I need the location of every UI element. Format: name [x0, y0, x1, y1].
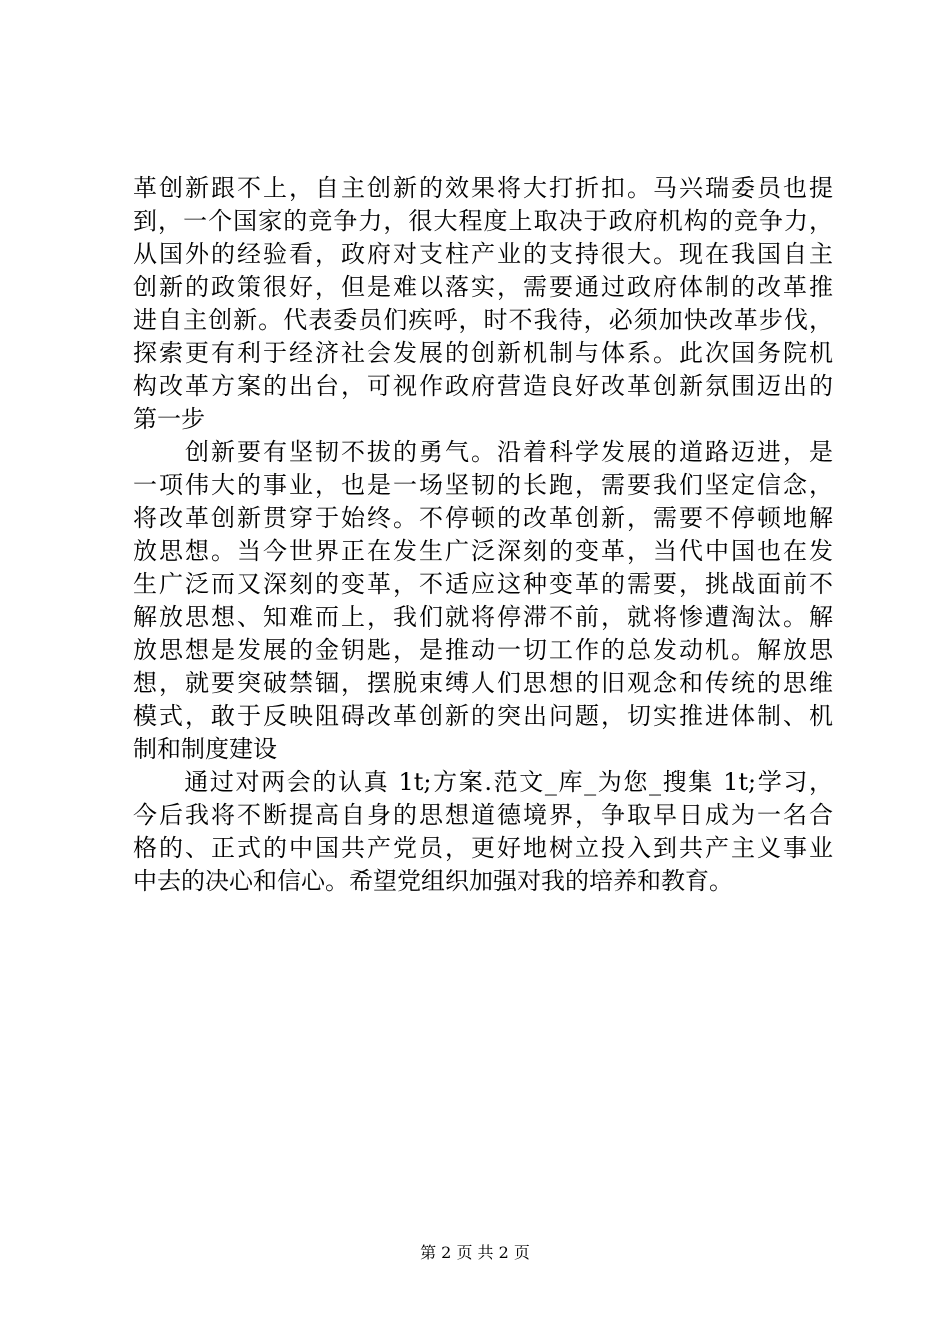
text-line: 生广泛而又深刻的变革，不适应这种变革的需要，挑战面前不 — [133, 570, 833, 598]
text-line: 一项伟大的事业，也是一场坚韧的长跑，需要我们坚定信念， — [133, 471, 833, 499]
text-line: 革创新跟不上，自主创新的效果将大打折扣。马兴瑞委员也提 — [133, 174, 833, 202]
text-line: 今后我将不断提高自身的思想道德境界，争取早日成为一名合 — [133, 801, 833, 829]
text-line: 解放思想、知难而上，我们就将停滞不前，就将惨遭淘汰。解 — [133, 603, 833, 631]
text-line: 进自主创新。代表委员们疾呼，时不我待，必须加快改革步伐， — [133, 306, 833, 334]
text-line: 想，就要突破禁锢，摆脱束缚人们思想的旧观念和传统的思维 — [133, 669, 833, 697]
text-line: 到，一个国家的竞争力，很大程度上取决于政府机构的竞争力， — [133, 207, 833, 235]
text-line: 创新要有坚韧不拔的勇气。沿着科学发展的道路迈进，是 — [133, 438, 833, 466]
text-line: 第一步 — [133, 405, 205, 433]
text-line: 从国外的经验看，政府对支柱产业的支持很大。现在我国自主 — [133, 240, 833, 268]
text-line: 通过对两会的认真 1t;方案.范文_库_为您_搜集 1t;学习， — [133, 768, 833, 796]
text-line: 中去的决心和信心。希望党组织加强对我的培养和教育。 — [133, 867, 733, 895]
text-line: 放思想是发展的金钥匙，是推动一切工作的总发动机。解放思 — [133, 636, 833, 664]
document-body — [133, 172, 833, 898]
page-footer: 第 2 页 共 2 页 — [420, 1243, 530, 1262]
text-line: 构改革方案的出台，可视作政府营造良好改革创新氛围迈出的 — [133, 372, 833, 400]
text-line: 模式，敢于反映阻碍改革创新的突出问题，切实推进体制、机 — [133, 702, 833, 730]
text-line: 制和制度建设 — [133, 735, 277, 763]
text-line: 探索更有利于经济社会发展的创新机制与体系。此次国务院机 — [133, 339, 833, 367]
text-line: 创新的政策很好，但是难以落实，需要通过政府体制的改革推 — [133, 273, 833, 301]
text-line: 放思想。当今世界正在发生广泛深刻的变革，当代中国也在发 — [133, 537, 833, 565]
text-line: 格的、正式的中国共产党员，更好地树立投入到共产主义事业 — [133, 834, 833, 862]
text-line: 将改革创新贯穿于始终。不停顿的改革创新，需要不停顿地解 — [133, 504, 833, 532]
